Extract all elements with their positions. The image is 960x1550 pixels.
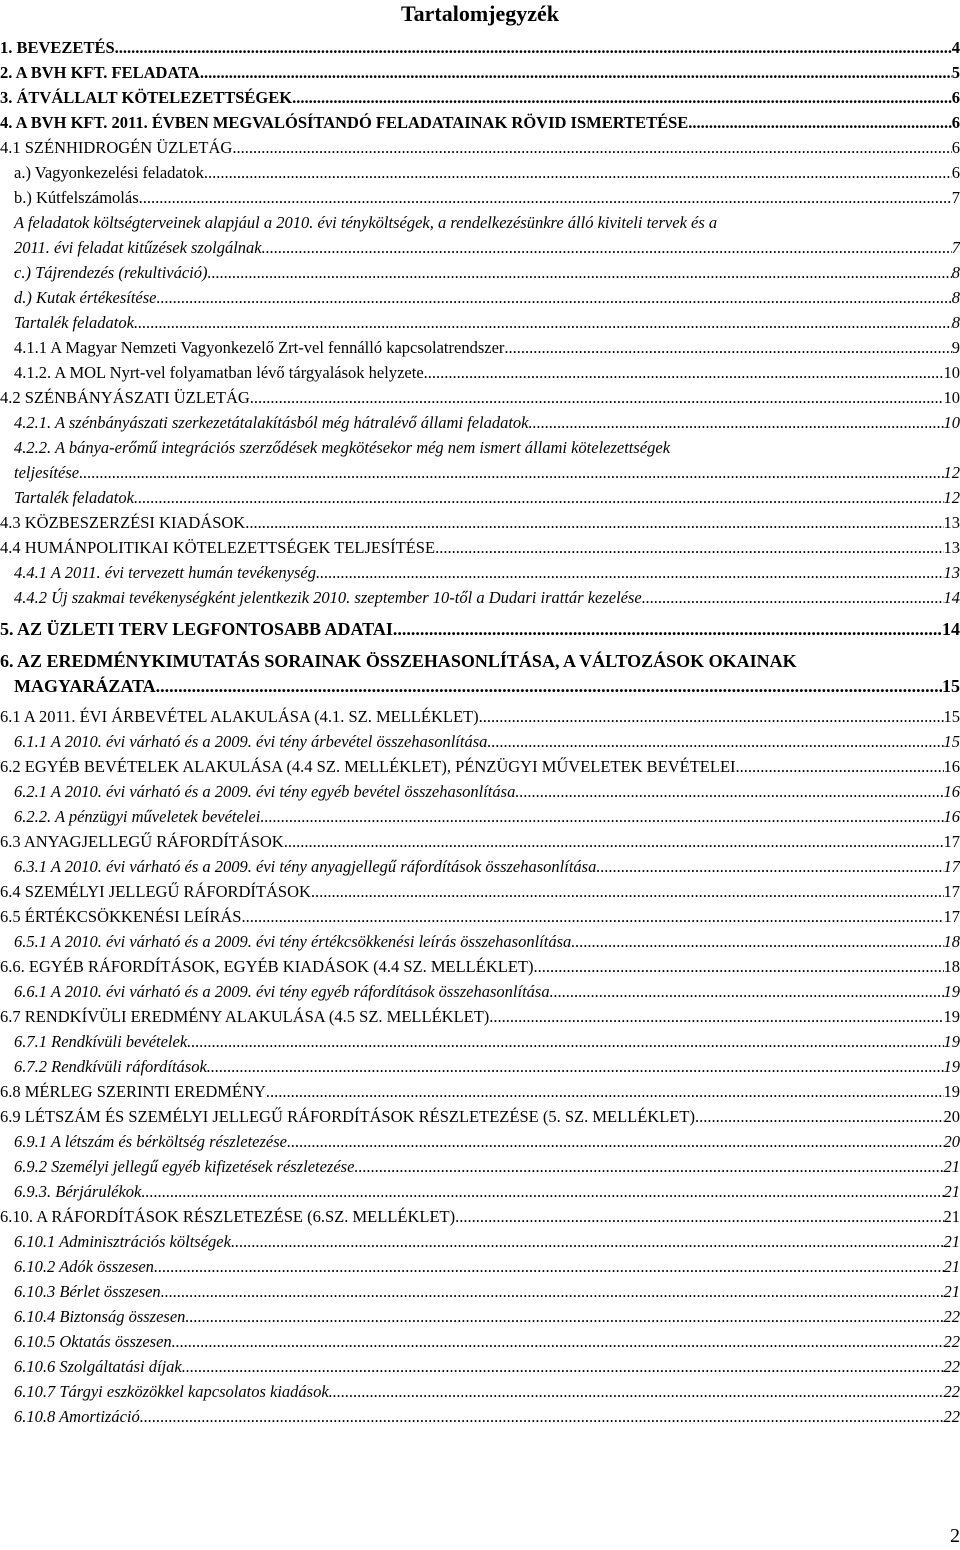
toc-leader-dots [571, 930, 943, 954]
toc-leader-dots [533, 955, 943, 979]
toc-leader-dots [596, 855, 943, 879]
toc-entry-page: 16 [943, 782, 960, 801]
toc-entry[interactable] [0, 617, 960, 641]
toc-entry[interactable] [14, 1180, 960, 1204]
toc-entry-title: 4.4.2 Új szakmai tevékenységként jelentkezik 2010. szeptember 10-től a Dudari irattár kezelése [14, 588, 642, 607]
toc-entry-page: 19 [943, 1057, 960, 1076]
toc-entry[interactable] [14, 286, 960, 310]
toc-entry[interactable] [0, 36, 960, 60]
toc-leader-dots [250, 386, 944, 410]
page-number: 2 [950, 1525, 960, 1547]
toc-entry-title: 4.1.2. A MOL Nyrt-vel folyamatban lévő tárgyalások helyzete [14, 363, 424, 382]
toc-entry-title: A feladatok költségterveinek alapjául a 2010. évi tényköltségek, a rendelkezésünkre álló kiviteli tervek és a [14, 213, 718, 232]
toc-entry[interactable] [14, 1030, 960, 1054]
toc-entry[interactable] [14, 236, 960, 260]
toc-entry[interactable] [14, 411, 960, 435]
toc-leader-dots [435, 536, 943, 560]
toc-entry-title: 6.6.1 A 2010. évi várható és a 2009. évi tény egyéb ráfordítások összehasonlítása [14, 982, 550, 1001]
toc-leader-dots [292, 86, 952, 110]
toc-entry-title: 6.10.8 Amortizáció [14, 1407, 140, 1426]
toc-entry-page: 13 [943, 538, 960, 557]
toc-leader-dots [161, 1280, 944, 1304]
toc-leader-dots [550, 980, 944, 1004]
toc-entry-page: 21 [943, 1257, 960, 1276]
toc-entry-title: 4.2.2. A bánya-erőmű integrációs szerződések megkötésekor még nem ismert állami kötelezettségek [14, 438, 671, 457]
toc-entry-page: 21 [943, 1207, 960, 1226]
toc-entry-title: 4. A BVH KFT. 2011. ÉVBEN MEGVALÓSÍTANDÓ FELADATAINAK RÖVID ISMERTETÉSE [0, 113, 689, 132]
toc-entry-page: 6 [951, 113, 960, 132]
toc-leader-dots [455, 1205, 943, 1229]
toc-entry[interactable] [14, 780, 960, 804]
toc-entry-page: 22 [943, 1332, 960, 1351]
toc-entry-title: 2011. évi feladat kitűzések szolgálnak. [14, 238, 266, 257]
toc-leader-dots [329, 1380, 944, 1404]
toc-entry-title: 6.5.1 A 2010. évi várható és a 2009. évi tény értékcsökkenési leírás összehasonlítása [14, 932, 572, 951]
toc-entry-title: 6.1.1 A 2010. évi várható és a 2009. évi tény árbevétel összehasonlítása [14, 732, 488, 751]
toc-leader-dots [140, 1405, 944, 1429]
toc-entry-page: 4 [951, 38, 960, 57]
toc-leader-dots [139, 186, 952, 210]
toc-leader-dots [487, 730, 943, 754]
toc-entry[interactable] [0, 1080, 960, 1104]
toc-entry-page: 15 [943, 732, 960, 751]
toc-entry-page: 22 [943, 1407, 960, 1426]
toc-entry-title: Tartalék feladatok [14, 313, 134, 332]
toc-entry[interactable] [0, 536, 960, 560]
toc-entry[interactable] [14, 361, 960, 385]
toc-entry-title: 6.7.1 Rendkívüli bevételek [14, 1032, 188, 1051]
toc-entry[interactable] [14, 1130, 960, 1154]
toc-entry[interactable] [0, 830, 960, 854]
toc-entry-page: 18 [943, 957, 960, 976]
toc-entry-title: 3. ÁTVÁLLALT KÖTELEZETTSÉGEK [0, 88, 293, 107]
toc-entry[interactable] [14, 1305, 960, 1329]
toc-entry-title: 4.2.1. A szénbányászati szerkezetátalakításból még hátralévő állami feladatok [14, 413, 529, 432]
toc-entry-page: 20 [943, 1107, 960, 1126]
toc-entry-page: 22 [943, 1357, 960, 1376]
toc-entry-title: 6.6. EGYÉB RÁFORDÍTÁSOK, EGYÉB KIADÁSOK (4.4 SZ. MELLÉKLET) [0, 957, 534, 976]
toc-entry[interactable] [14, 980, 960, 1004]
toc-title: Tartalomjegyzék [400, 1, 560, 26]
toc-leader-dots [200, 61, 952, 85]
toc-entry-title: 6.10.7 Tárgyi eszközökkel kapcsolatos kiadások [14, 1382, 329, 1401]
toc-entry-page: 15 [943, 707, 960, 726]
toc-entry-page: 8 [951, 288, 960, 307]
toc-entry-page: 17 [943, 907, 960, 926]
toc-leader-dots [134, 311, 952, 335]
toc-entry[interactable] [14, 261, 960, 285]
toc-entry-page: 20 [943, 1132, 960, 1151]
toc-entry-title: 6. AZ EREDMÉNYKIMUTATÁS SORAINAK ÖSSZEHASONLÍTÁSA, A VÁLTOZÁSOK OKAINAK [0, 651, 797, 671]
toc-leader-dots [156, 674, 942, 698]
toc-entry-title: 4.1 SZÉNHIDROGÉN ÜZLETÁG [0, 138, 233, 157]
toc-leader-dots [231, 1230, 944, 1254]
toc-entry-title: 6.10.2 Adók összesen [14, 1257, 154, 1276]
toc-leader-dots [187, 1030, 943, 1054]
toc-entry[interactable] [14, 1055, 960, 1079]
toc-entry-page: 8 [951, 313, 960, 332]
toc-entry-title: 6.1 A 2011. ÉVI ÁRBEVÉTEL ALAKULÁSA (4.1. SZ. MELLÉKLET) [0, 707, 479, 726]
toc-entry-page: 15 [942, 676, 960, 696]
toc-entry-title: 2. A BVH KFT. FELADATA [0, 63, 200, 82]
toc-entry[interactable] [0, 755, 960, 779]
toc-entry-title: 4.3 KÖZBESZERZÉSI KIADÁSOK [0, 513, 246, 532]
toc-entry-title: 6.7.2 Rendkívüli ráfordítások [14, 1057, 207, 1076]
toc-entry-page: 17 [943, 857, 960, 876]
toc-leader-dots [266, 1080, 944, 1104]
toc-leader-dots [208, 261, 952, 285]
toc-entry-title: 6.2.1 A 2010. évi várható és a 2009. évi tény egyéb bevétel összehasonlítása [14, 782, 516, 801]
toc-entry-title: 6.3.1 A 2010. évi várható és a 2009. évi tény anyagjellegű ráfordítások összehasonlítása [14, 857, 597, 876]
toc-entry[interactable] [0, 511, 960, 535]
toc-leader-dots [79, 461, 943, 485]
toc-entry[interactable] [14, 561, 960, 585]
toc-entry[interactable] [0, 649, 960, 673]
toc-leader-dots [185, 1305, 943, 1329]
toc-entry-title: 4.4 HUMÁNPOLITIKAI KÖTELEZETTSÉGEK TELJESÍTÉSE [0, 538, 436, 557]
toc-entry-title: 6.8 MÉRLEG SZERINTI EREDMÉNY [0, 1082, 266, 1101]
toc-entry[interactable] [14, 161, 960, 185]
toc-entry-title: 5. AZ ÜZLETI TERV LEGFONTOSABB ADATAI [0, 619, 393, 639]
toc-entry[interactable] [0, 1105, 960, 1129]
toc-entry[interactable] [14, 211, 960, 235]
toc-leader-dots [504, 336, 951, 360]
toc-leader-dots [695, 1105, 944, 1129]
toc-entry-page: 19 [943, 982, 960, 1001]
toc-entry-title: 6.3 ANYAGJELLEGŰ RÁFORDÍTÁSOK [0, 832, 284, 851]
toc-entry[interactable] [14, 336, 960, 360]
toc-entry-title: a.) Vagyonkezelési feladatok [14, 163, 204, 182]
toc-entry-page: 14 [943, 588, 960, 607]
toc-entry-title: 4.4.1 A 2011. évi tervezett humán tevékenység [14, 563, 316, 582]
toc-entry-title: 4.1.1 A Magyar Nemzeti Vagyonkezelő Zrt-vel fennálló kapcsolatrendszer [14, 338, 505, 357]
toc-entry-page: 6 [951, 138, 960, 157]
toc-entry-title: 6.10. A RÁFORDÍTÁSOK RÉSZLETEZÉSE (6.SZ. MELLÉKLET) [0, 1207, 456, 1226]
toc-entry-page: 21 [943, 1157, 960, 1176]
toc-leader-dots [489, 1005, 943, 1029]
toc-entry-page: 10 [943, 388, 960, 407]
toc-entry-title: 6.9 LÉTSZÁM ÉS SZEMÉLYI JELLEGŰ RÁFORDÍTÁSOK RÉSZLETEZÉSE (5. SZ. MELLÉKLET) [0, 1107, 695, 1126]
toc-entry-title: d.) Kutak értékesítése [14, 288, 157, 307]
toc-leader-dots [154, 1255, 944, 1279]
toc-entry[interactable] [14, 1330, 960, 1354]
toc-entry-title: 6.5 ÉRTÉKCSÖKKENÉSI LEÍRÁS [0, 907, 242, 926]
toc-entry[interactable] [14, 1355, 960, 1379]
toc-leader-dots [479, 705, 944, 729]
toc-entry-page: 7 [951, 188, 960, 207]
toc-entry-page: 6 [951, 88, 960, 107]
toc-entry[interactable] [14, 930, 960, 954]
toc-leader-dots [241, 905, 943, 929]
toc-entry[interactable] [0, 136, 960, 160]
toc-entry-title: 1. BEVEZETÉS [0, 38, 115, 57]
toc-entry[interactable] [14, 1155, 960, 1179]
toc-entry-title: b.) Kútfelszámolás [14, 188, 139, 207]
toc-entry[interactable] [14, 436, 960, 460]
toc-entry-page: 16 [943, 807, 960, 826]
toc-entry[interactable] [14, 730, 960, 754]
toc-leader-dots [515, 780, 943, 804]
toc-entry-page: 9 [951, 338, 960, 357]
toc-entry-page: 10 [943, 413, 960, 432]
toc-leader-dots [245, 511, 943, 535]
toc-entry-page: 19 [943, 1082, 960, 1101]
toc-leader-dots [688, 111, 951, 135]
toc-leader-dots [115, 36, 952, 60]
toc-leader-dots [424, 361, 944, 385]
toc-entry-title: 6.10.3 Bérlet összesen [14, 1282, 161, 1301]
toc-entry-page: 6 [951, 163, 960, 182]
toc-leader-dots [311, 880, 944, 904]
toc-leader-dots [316, 561, 944, 585]
toc-entry-page: 21 [943, 1282, 960, 1301]
toc-leader-dots [284, 830, 944, 854]
toc-entry-page: 5 [951, 63, 960, 82]
toc-entry-title: c.) Tájrendezés (rekultiváció) [14, 263, 208, 282]
toc-entry[interactable] [14, 1230, 960, 1254]
toc-leader-dots [134, 486, 944, 510]
toc-entry-title: 6.10.1 Adminisztrációs költségek [14, 1232, 231, 1251]
toc-entry-page: 14 [942, 619, 960, 639]
toc-entry-page: 22 [943, 1307, 960, 1326]
toc-entry[interactable] [0, 61, 960, 85]
toc-entry[interactable] [14, 855, 960, 879]
toc-entry[interactable] [14, 1380, 960, 1404]
toc-entry[interactable] [14, 186, 960, 210]
toc-leader-dots [354, 1155, 943, 1179]
toc-entry[interactable] [14, 674, 960, 698]
toc-entry-title: 6.2.2. A pénzügyi műveletek bevételei [14, 807, 261, 826]
toc-entry[interactable] [0, 386, 960, 410]
toc-entry-title: 6.9.2 Személyi jellegű egyéb kifizetések részletezése [14, 1157, 355, 1176]
toc-entry-page: 21 [943, 1232, 960, 1251]
toc-entry-page: 13 [943, 563, 960, 582]
toc-leader-dots [232, 136, 951, 160]
toc-leader-dots [172, 1330, 944, 1354]
toc-entry-page: 19 [943, 1032, 960, 1051]
toc-entry-page: 12 [943, 463, 960, 482]
toc-entry[interactable] [14, 805, 960, 829]
toc-entry[interactable] [0, 880, 960, 904]
toc-entry-page: 18 [943, 932, 960, 951]
toc-entry-title: teljesítése [14, 463, 80, 482]
toc-entry-title: 6.7 RENDKÍVÜLI EREDMÉNY ALAKULÁSA (4.5 SZ. MELLÉKLET) [0, 1007, 490, 1026]
toc-entry-page: 19 [943, 1007, 960, 1026]
toc-entry[interactable] [0, 905, 960, 929]
toc-leader-dots [141, 1180, 943, 1204]
toc-entry-page: 17 [943, 882, 960, 901]
toc-entry-page: 7 [951, 238, 960, 257]
toc-leader-dots [393, 617, 942, 641]
toc-leader-dots [207, 1055, 944, 1079]
toc-entry-page: 16 [943, 757, 960, 776]
toc-entry[interactable] [14, 586, 960, 610]
toc-entry[interactable] [14, 1405, 960, 1429]
toc-leader-dots [287, 1130, 944, 1154]
toc-entry[interactable] [14, 311, 960, 335]
toc-entry-title: 6.9.3. Bérjárulékok [14, 1182, 142, 1201]
toc-entry-title: Tartalék feladatok [14, 488, 134, 507]
toc-entry[interactable] [0, 955, 960, 979]
toc-entry-page: 10 [943, 363, 960, 382]
toc-entry[interactable] [14, 486, 960, 510]
toc-entry[interactable] [0, 705, 960, 729]
toc-leader-dots [266, 236, 952, 260]
toc-entry[interactable] [14, 1255, 960, 1279]
toc-entry[interactable] [0, 1205, 960, 1229]
toc-entry[interactable] [14, 1280, 960, 1304]
toc-entry-title: 6.10.6 Szolgáltatási díjak [14, 1357, 182, 1376]
toc-leader-dots [157, 286, 952, 310]
toc-entry-title: 6.9.1 A létszám és bérköltség részletezése [14, 1132, 287, 1151]
toc-entry-title: MAGYARÁZATA [14, 676, 156, 696]
toc-entry-title: 6.2 EGYÉB BEVÉTELEK ALAKULÁSA (4.4 SZ. MELLÉKLET), PÉNZÜGYI MŰVELETEK BEVÉTELEI [0, 757, 736, 776]
toc-entry-title: 6.4 SZEMÉLYI JELLEGŰ RÁFORDÍTÁSOK [0, 882, 311, 901]
toc-leader-dots [260, 805, 943, 829]
toc-entry-title: 6.10.4 Biztonság összesen [14, 1307, 186, 1326]
toc-entry-page: 21 [943, 1182, 960, 1201]
toc-leader-dots [204, 161, 952, 185]
toc-leader-dots [642, 586, 944, 610]
toc-entry-page: 13 [943, 513, 960, 532]
toc-entry[interactable] [0, 1005, 960, 1029]
toc-entry-page: 12 [943, 488, 960, 507]
toc-entry-title: 4.2 SZÉNBÁNYÁSZATI ÜZLETÁG [0, 388, 250, 407]
toc-entry[interactable] [0, 86, 960, 110]
toc-leader-dots [182, 1355, 944, 1379]
toc-leader-dots [529, 411, 944, 435]
toc-entry-title: 6.10.5 Oktatás összesen [14, 1332, 172, 1351]
toc-leader-dots [736, 755, 944, 779]
toc-entry[interactable] [14, 461, 960, 485]
toc-entry-page: 8 [951, 263, 960, 282]
toc-entry-page: 17 [943, 832, 960, 851]
toc-entry-page: 22 [943, 1382, 960, 1401]
toc-entry[interactable] [0, 111, 960, 135]
